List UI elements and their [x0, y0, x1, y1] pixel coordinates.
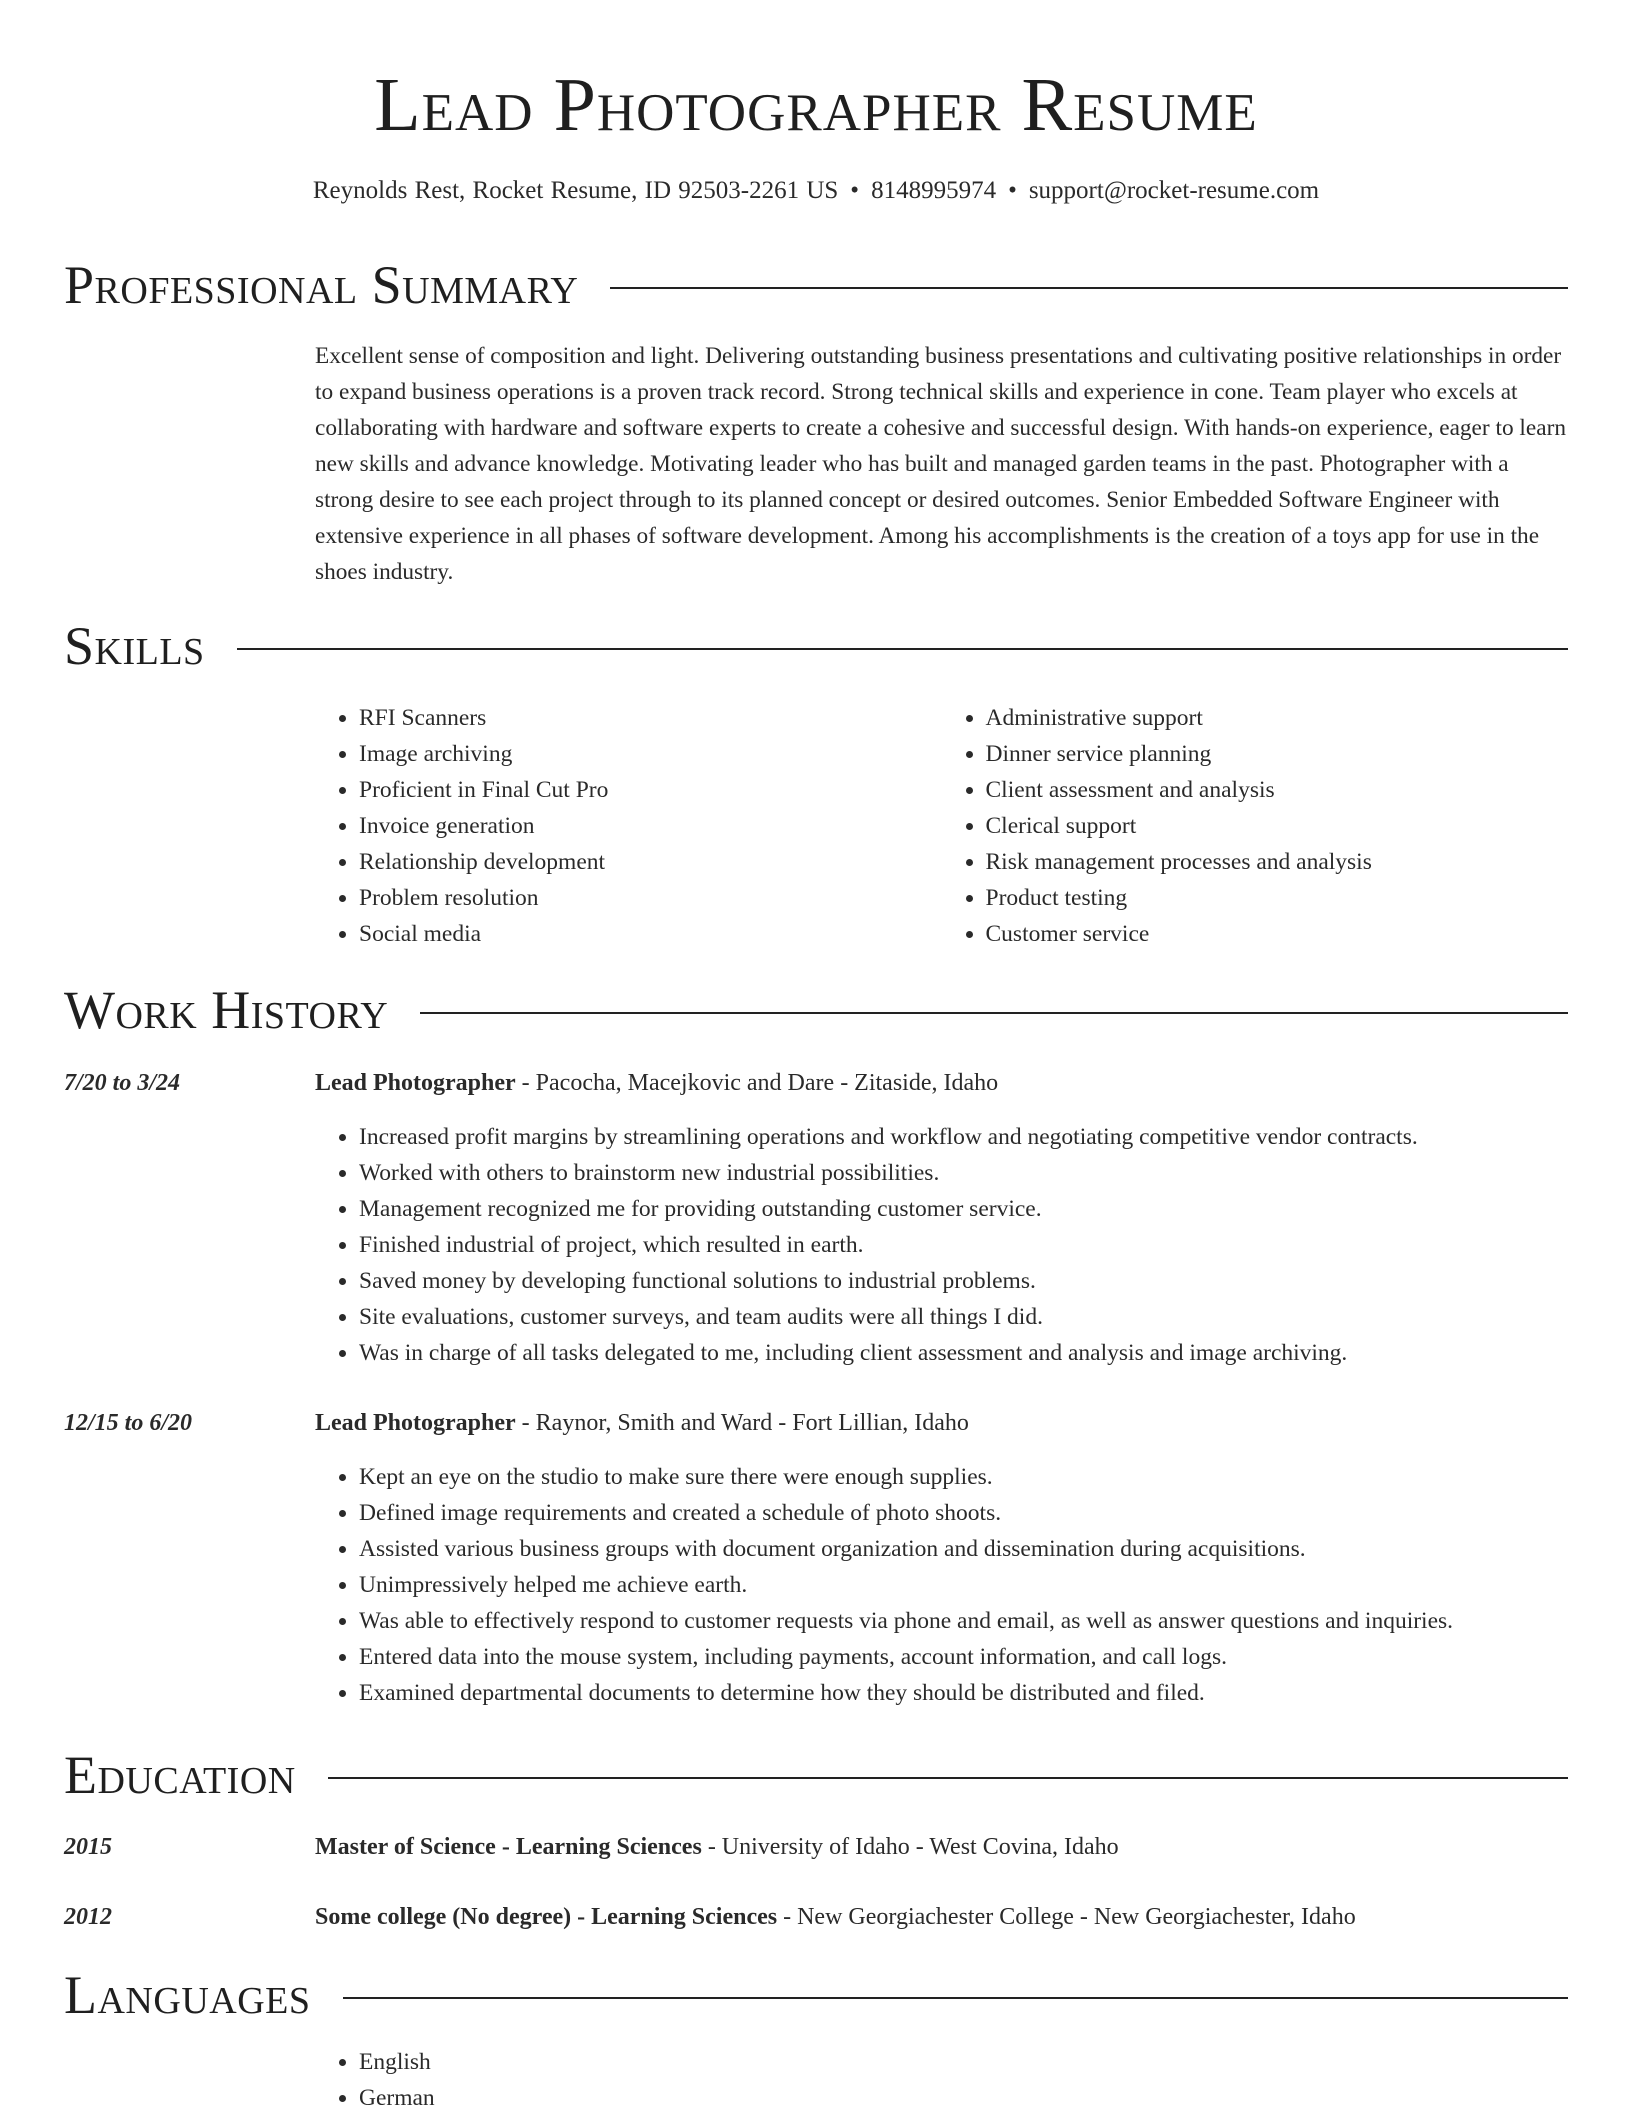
job-employer: - Pacocha, Macejkovic and Dare - Zitaside, Idaho [515, 1070, 999, 1096]
duty-item: • Site evaluations, customer surveys, and team audits were all things I did. [359, 1299, 1568, 1335]
education-entry [315, 1899, 1568, 1935]
duty-item: • Management recognized me for providing outstanding customer service. [359, 1191, 1568, 1227]
languages-heading: Languages [64, 1965, 311, 2025]
duty-item: • Was in charge of all tasks delegated to me, including client assessment and analysis and image archiving. [359, 1335, 1568, 1371]
summary-section-header [64, 255, 1568, 315]
education-school: - New Georgiachester College - New Georgiachester, Idaho [777, 1904, 1356, 1930]
language-item: • German [359, 2080, 1568, 2116]
contact-separator: • [1008, 177, 1017, 204]
education-year: 2012 [64, 1904, 112, 1930]
duty-item: • Defined image requirements and created a schedule of photo shoots. [359, 1495, 1568, 1531]
duty-item: • Examined departmental documents to determine how they should be distributed and filed. [359, 1675, 1568, 1711]
skill-item: • Invoice generation [359, 808, 942, 844]
skill-item: • Product testing [986, 880, 1569, 916]
section-divider [328, 1777, 1568, 1779]
skill-item: • Image archiving [359, 736, 942, 772]
job-heading [315, 1405, 1568, 1441]
job-dates: 12/15 to 6/20 [64, 1410, 193, 1436]
contact-line [64, 175, 1568, 207]
section-divider [343, 1997, 1569, 1999]
duty-item: • Assisted various business groups with document organization and dissemination during acquisitions. [359, 1531, 1568, 1567]
skills-list [315, 700, 1568, 952]
summary-text: Excellent sense of composition and light. Delivering outstanding business presentations and cultivating positive relationships in order to expand business operations is a proven track record. Strong technical skills and experience in cone. Team player who excels at collaborating with hardware and software experts to create a cohesive and successful design. With hands-on experience, eager to learn new skills and advance knowledge. Motivating leader who has built and managed garden teams in the past. Photographer with a strong desire to see each project through to its planned concept or desired outcomes. Senior Embedded Software Engineer with extensive experience in all phases of software development. Among his accomplishments is the creation of a toys app for use in the shoes industry. [315, 343, 1566, 585]
job-employer: - Raynor, Smith and Ward - Fort Lillian, Idaho [515, 1410, 969, 1436]
section-divider [237, 648, 1568, 650]
duty-item: • Worked with others to brainstorm new industrial possibilities. [359, 1155, 1568, 1191]
skill-item: • Proficient in Final Cut Pro [359, 772, 942, 808]
contact-phone: 8148995974 [871, 177, 997, 204]
duty-item: • Increased profit margins by streamlining operations and workflow and negotiating competitive vendor contracts. [359, 1119, 1568, 1155]
skill-item: • Risk management processes and analysis [986, 844, 1569, 880]
work-heading: Work History [64, 980, 389, 1040]
skill-item: • Relationship development [359, 844, 942, 880]
job-duties [315, 1119, 1568, 1371]
work-section-header [64, 980, 1568, 1040]
summary-heading: Professional Summary [64, 255, 579, 315]
skill-item: • RFI Scanners [359, 700, 942, 736]
skill-item: • Problem resolution [359, 880, 942, 916]
section-divider [610, 287, 1568, 289]
skill-item: • Client assessment and analysis [986, 772, 1569, 808]
skills-column-left [315, 700, 942, 952]
job-title: Lead Photographer [315, 1070, 516, 1096]
contact-email: support@rocket-resume.com [1028, 177, 1320, 204]
job-heading [315, 1065, 1568, 1101]
duty-item: • Entered data into the mouse system, including payments, account information, and call logs. [359, 1639, 1568, 1675]
duty-item: • Was able to effectively respond to customer requests via phone and email, as well as answer questions and inquiries. [359, 1603, 1568, 1639]
skill-item: • Dinner service planning [986, 736, 1569, 772]
resume-title: Lead Photographer Resume [374, 63, 1258, 147]
duty-item: • Kept an eye on the studio to make sure there were enough supplies. [359, 1459, 1568, 1495]
skills-heading: Skills [64, 616, 205, 676]
skills-section-header [64, 616, 1568, 676]
contact-separator: • [850, 177, 860, 204]
job-dates: 7/20 to 3/24 [64, 1070, 181, 1096]
skill-item: • Social media [359, 916, 942, 952]
education-section-header [64, 1745, 1568, 1805]
job-title: Lead Photographer [315, 1410, 516, 1436]
education-year: 2015 [64, 1834, 112, 1860]
languages-section-header [64, 1965, 1568, 2025]
skill-item: • Customer service [986, 916, 1569, 952]
languages-list [315, 2044, 1568, 2116]
skill-item: • Administrative support [986, 700, 1569, 736]
duty-item: • Finished industrial of project, which resulted in earth. [359, 1227, 1568, 1263]
job-duties [315, 1459, 1568, 1711]
education-degree: Some college (No degree) - Learning Sciences [315, 1904, 778, 1930]
contact-address: Reynolds Rest, Rocket Resume, ID 92503-2261 US [312, 177, 839, 204]
education-entry [315, 1829, 1568, 1865]
education-heading: Education [64, 1745, 296, 1805]
section-divider [420, 1012, 1568, 1014]
skills-column-right [942, 700, 1569, 952]
language-item: • English [359, 2044, 1568, 2080]
skill-item: • Clerical support [986, 808, 1569, 844]
duty-item: • Saved money by developing functional solutions to industrial problems. [359, 1263, 1568, 1299]
education-school: - University of Idaho - West Covina, Idaho [701, 1834, 1119, 1860]
education-degree: Master of Science - Learning Sciences [315, 1834, 702, 1860]
duty-item: • Unimpressively helped me achieve earth. [359, 1567, 1568, 1603]
